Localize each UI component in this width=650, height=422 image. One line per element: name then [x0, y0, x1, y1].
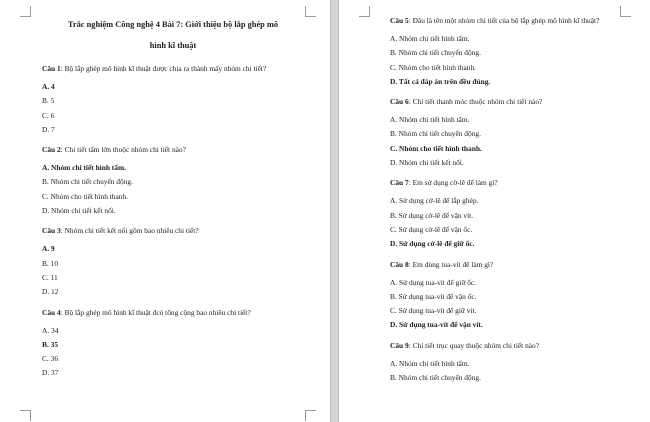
question-8: [390, 259, 642, 333]
page-corner-mark: [305, 410, 316, 421]
answer-option: C. Nhóm cho tiết hình thanh.: [390, 143, 482, 153]
answer-option: B. 35: [42, 339, 59, 349]
question-text: Câu 3: Nhóm chi tiết kết nối gồm bao nhiêu chi tiết?: [42, 226, 199, 236]
answer-option: C. 6: [42, 110, 55, 120]
question-1: [42, 63, 304, 137]
answer-option: C. 36: [42, 354, 59, 364]
answer-option: D. Nhóm chi tiết kết nối.: [42, 206, 116, 216]
answer-option: B. Nhóm chi tiết chuyển động.: [42, 177, 133, 187]
answer-option: A. 4: [42, 82, 55, 91]
document-page-right: [339, 0, 650, 422]
answer-option: D. Sử dụng tua-vít để vặn vít.: [390, 320, 483, 330]
page-content: [42, 14, 304, 381]
question-6: [390, 96, 642, 170]
question-number: Câu 2: [42, 145, 61, 155]
question-text: Câu 8: Em dùng tua-vít để làm gì?: [390, 259, 494, 269]
answer-option: C. Sử dụng cờ-lê để vặn ốc.: [390, 224, 473, 234]
question-number: Câu 6: [390, 97, 409, 107]
title-line: hình kĩ thuật: [149, 41, 197, 50]
question-text: Câu 6: Chi tiết thanh móc thuộc nhóm chi tiết nào?: [390, 97, 543, 107]
page-corner-mark: [305, 6, 316, 17]
question-number: Câu 1: [42, 64, 61, 73]
question-text: Câu 5: Đâu là tên một nhóm chi tiết của bộ lắp ghép mô hình kĩ thuật?: [390, 16, 600, 25]
question-text: Câu 4: Bộ lắp ghép mô hình kĩ thuật đcó tổng cộng bao nhiêu chi tiết?: [42, 307, 251, 317]
question-number: Câu 3: [42, 226, 61, 236]
answer-option: D. Tất cả đáp án trên đều đúng.: [390, 76, 491, 86]
question-number: Câu 9: [390, 340, 409, 350]
answer-option: D. 12: [42, 287, 59, 297]
answer-option: C. Nhóm cho tiết hình thanh.: [390, 62, 477, 72]
question-text: Câu 7: Em sử dụng cờ-lê để làm gì?: [390, 178, 498, 188]
question-9: [390, 340, 642, 386]
question-text: Câu 9: Chi tiết trục quay thuộc nhóm chi tiết nào?: [390, 340, 540, 350]
question-number: Câu 4: [42, 307, 61, 317]
page-corner-mark: [359, 6, 370, 17]
title-line: Trắc nghiệm Công nghệ 4 Bài 7: Giới thiệu bộ lắp ghép mô: [67, 20, 279, 29]
question-5: [390, 15, 642, 89]
answer-option: B. Nhóm chi tiết chuyển động.: [390, 129, 481, 139]
answer-option: A. 34: [42, 325, 59, 335]
question-4: [42, 307, 304, 381]
question-text: Câu 1: Bộ lắp ghép mô hình kĩ thuật được chia ra thành mấy nhóm chi tiết?: [42, 64, 267, 73]
answer-option: B. Sử dụng cờ-lê để vặn vít.: [390, 210, 474, 220]
question-2: [42, 144, 304, 218]
page-corner-mark: [20, 6, 31, 17]
answer-option: C. 11: [42, 272, 58, 282]
answer-option: B. Nhóm chi tiết chuyển động.: [390, 373, 481, 383]
answer-option: A. 9: [42, 244, 55, 254]
page-gutter: [330, 0, 339, 422]
question-number: Câu 5: [390, 16, 409, 25]
answer-option: C. Nhóm cho tiết hình thanh.: [42, 191, 129, 201]
answer-option: A. Nhóm chi tiết hình tấm.: [390, 358, 470, 368]
question-3: [42, 225, 304, 299]
question-number: Câu 8: [390, 259, 409, 269]
answer-option: B. 5: [42, 96, 55, 106]
answer-option: A. Nhóm chi tiết hình tấm.: [42, 163, 126, 173]
answer-option: D. Nhóm chi tiết kết nối.: [390, 158, 464, 168]
answer-option: C. Sử dụng tua-vít để giữ vít.: [390, 306, 477, 316]
answer-option: B. Sử dụng tua-vít để vặn ốc.: [390, 291, 477, 301]
page-corner-mark: [20, 410, 31, 421]
answer-option: D. Sử dụng cờ-lê để giữ ốc.: [390, 239, 475, 249]
page-content: [390, 15, 642, 385]
answer-option: A. Sử dụng tua-vít để giữ ốc.: [390, 277, 477, 287]
answer-option: A. Nhóm chi tiết hình tấm.: [390, 115, 470, 125]
answer-option: B. Nhóm chi tiết chuyển động.: [390, 48, 481, 58]
answer-option: B. 10: [42, 258, 59, 268]
document-title: [42, 14, 304, 56]
answer-option: A. Nhóm chi tiết hình tấm.: [390, 34, 470, 43]
question-7: [390, 177, 642, 251]
question-number: Câu 7: [390, 178, 409, 188]
answer-option: D. 37: [42, 368, 59, 378]
question-text: Câu 2: Chi tiết tấm lớn thuộc nhóm chi tiết nào?: [42, 145, 186, 155]
answer-option: D. 7: [42, 124, 55, 134]
answer-option: A. Sử dụng cờ-lê để lắp ghép.: [390, 196, 479, 206]
